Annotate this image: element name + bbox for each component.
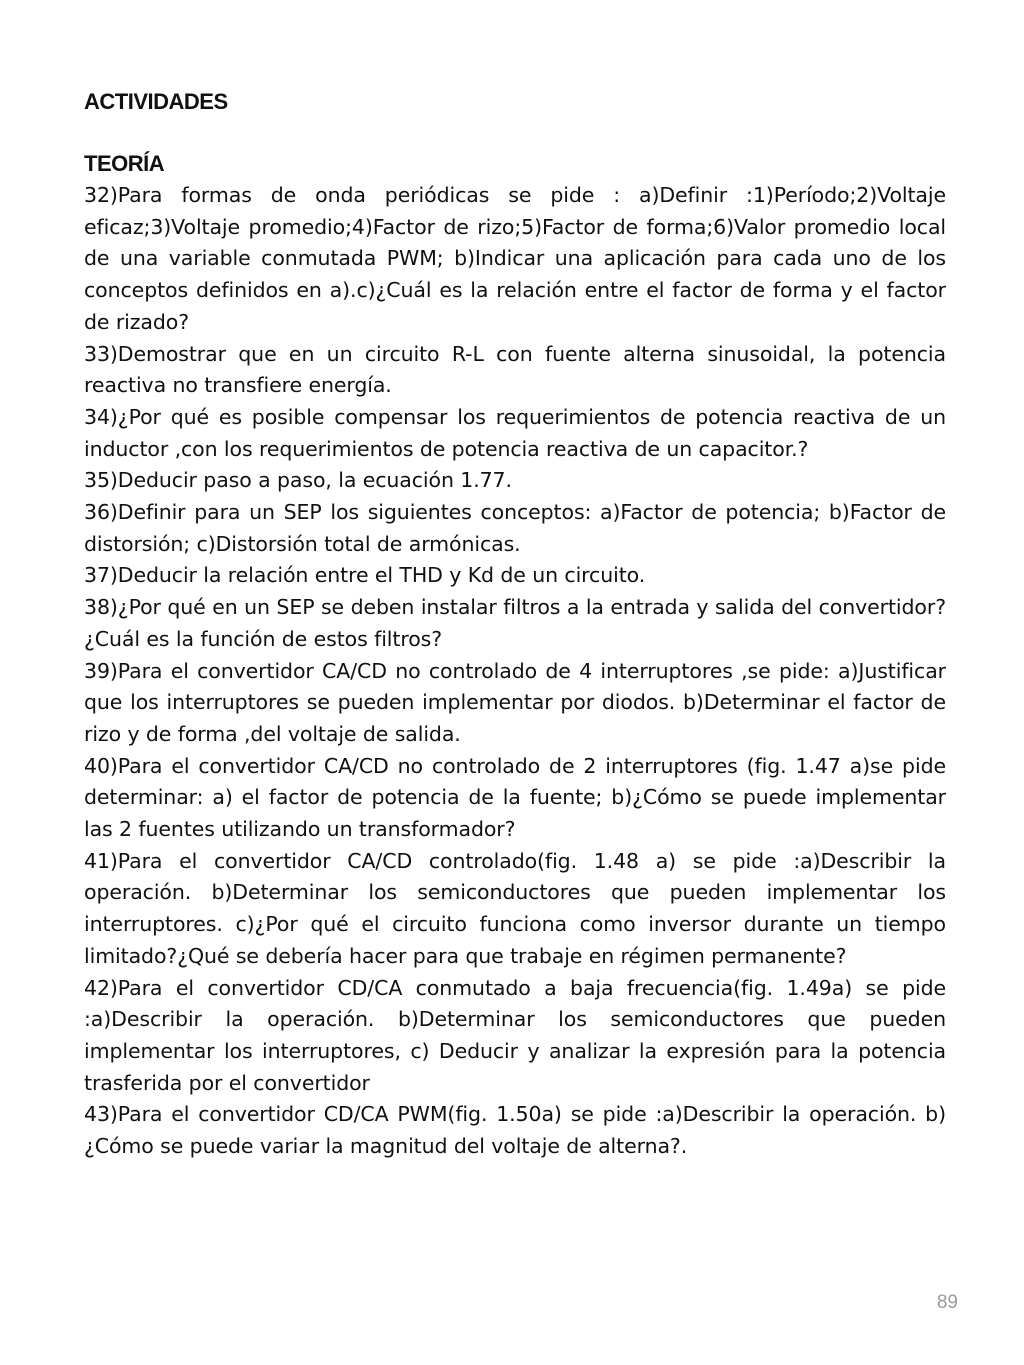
- question-40: 40)Para el convertidor CA/CD no controlado de 2 interruptores (fig. 1.47 a)se pide determinar: a) el factor de potencia de la fuente; b)¿Cómo se puede implementar las 2 fuentes utilizando un transformador?: [84, 753, 946, 842]
- question-33: 33)Demostrar que en un circuito R-L con fuente alterna sinusoidal, la potencia reactiva no transfiere energía.: [84, 341, 946, 398]
- page-number: 89: [936, 1292, 958, 1313]
- question-37: 37)Deducir la relación entre el THD y Kd de un circuito.: [84, 563, 646, 588]
- question-41: 41)Para el convertidor CA/CD controlado(fig. 1.48 a) se pide :a)Describir la operación. b)Determinar los semiconductores que pueden implementar los interruptores. c)¿Por qué el circuito funciona como inversor durante un tiempo limitado?¿Qué se debería hacer para que trabaje en régimen permanente?: [84, 848, 946, 968]
- question-43: 43)Para el convertidor CD/CA PWM(fig. 1.50a) se pide :a)Describir la operación. b)¿Cómo se puede variar la magnitud del voltaje de alterna?.: [84, 1102, 946, 1159]
- question-list: [84, 180, 946, 1163]
- question-34: 34)¿Por qué es posible compensar los requerimientos de potencia reactiva de un inductor ,con los requerimientos de potencia reactiva de un capacitor.?: [84, 404, 946, 461]
- question-39: 39)Para el convertidor CA/CD no controlado de 4 interruptores ,se pide: a)Justificar que los interruptores se pueden implementar por diodos. b)Determinar el factor de rizo y de forma ,del voltaje de salida.: [84, 658, 946, 746]
- document-page: [84, 86, 946, 1163]
- question-35: 35)Deducir paso a paso, la ecuación 1.77.: [84, 468, 512, 493]
- section-title: ACTIVIDADES: [84, 89, 228, 114]
- question-42: 42)Para el convertidor CD/CA conmutado a baja frecuencia(fig. 1.49a) se pide :a)Describir la operación. b)Determinar los semiconductores que pueden implementar los interruptores, c) Deducir y analizar la expresión para la potencia trasferida por el convertidor: [84, 975, 946, 1095]
- question-38: 38)¿Por qué en un SEP se deben instalar filtros a la entrada y salida del convertidor?¿Cuál es la función de estos filtros?: [84, 595, 946, 651]
- question-36: 36)Definir para un SEP los siguientes conceptos: a)Factor de potencia; b)Factor de distorsión; c)Distorsión total de armónicas.: [84, 500, 946, 556]
- question-32: 32)Para formas de onda periódicas se pide : a)Definir :1)Período;2)Voltaje eficaz;3)Voltaje promedio;4)Factor de rizo;5)Factor de forma;6)Valor promedio local de una variable conmutada PWM; b)Indicar una aplicación para cada uno de los conceptos definidos en a).c)¿Cuál es la relación entre el factor de forma y el factor de rizado?: [84, 183, 946, 334]
- subsection-title: TEORÍA: [84, 151, 165, 176]
